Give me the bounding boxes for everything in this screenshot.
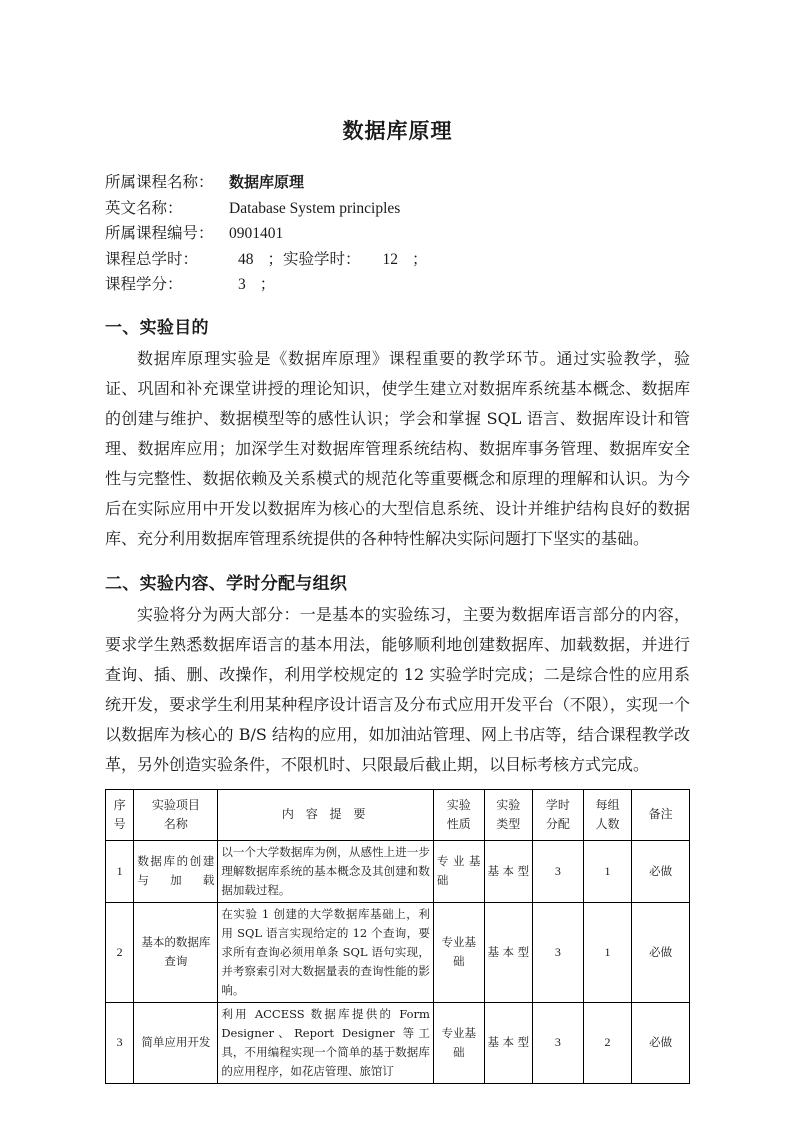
- table-header-hours: [533, 789, 584, 840]
- meta-label-course-name: 所属课程名称：: [105, 173, 214, 192]
- meta-row-credits: [105, 272, 690, 298]
- cell-hours: 3: [533, 840, 584, 902]
- cell-content: 以一个大学数据库为例，从感性上进一步理解数据库系统的基本概念及其创建和数据加载过程。: [218, 840, 434, 902]
- table-header-name: [134, 789, 218, 840]
- cell-type: 基本型: [484, 902, 533, 1002]
- header-line-1: 实验项目: [151, 797, 200, 812]
- header-line-2: 性质: [446, 816, 471, 831]
- section-paragraph-content: 实验将分为两大部分：一是基本的实验练习，主要为数据库语言部分的内容，要求学生熟悉数据库语言的基本用法，能够顺利地创建数据库、加载数据，并进行查询、插、删、改操作，利用学校规定的 12 实验学时完成；二是综合性的应用系统开发，要求学生利用某种程序设计语言及分布式应用开发平台（不限），实现一个以数据库为核心的 B/S 结构的应用，如加油站管理、网上书店等，结合课程教学改革，另外创造实验条件，不限机时、只限最后截止期，以目标考核方式完成。: [105, 604, 690, 774]
- cell-hours: 3: [533, 1002, 584, 1083]
- meta-value-course-code: 0901401: [229, 225, 284, 243]
- cell-nature: 专业基础: [433, 840, 484, 902]
- header-line-2: 分配: [545, 816, 570, 831]
- meta-value-course-name: 数据库原理: [229, 173, 305, 192]
- cell-content: 在实验 1 创建的大学数据库基础上，利用 SQL 语言实现给定的 12 个查询，要求所有查询必须用单条 SQL 语句实现，并考察索引对大数据量表的查询性能的影响。: [218, 902, 434, 1002]
- section-heading-content: 二、实验内容、学时分配与组织: [105, 573, 348, 594]
- table-header-remark: [632, 789, 690, 840]
- meta-value-total-hours: 48: [238, 250, 254, 268]
- header-line-1: 每组: [595, 797, 620, 812]
- meta-sep-credits: ；: [259, 275, 276, 294]
- meta-label-english-name: 英文名称：: [105, 198, 183, 217]
- header-line-2: 人数: [595, 816, 620, 831]
- header-line-2: 名称: [163, 816, 188, 831]
- meta-label-credits: 课程学分：: [105, 275, 183, 294]
- cell-name: 简单应用开发: [134, 1002, 218, 1083]
- header-line-1: 实验: [446, 797, 471, 812]
- cell-remark: 必做: [632, 902, 690, 1002]
- cell-name: 数据库的创建与加载: [134, 840, 218, 902]
- table-header-no: [106, 789, 134, 840]
- course-metadata: [105, 170, 690, 298]
- cell-people: 1: [583, 902, 632, 1002]
- meta-row-english-name: [105, 196, 690, 222]
- experiment-table: [105, 789, 690, 1084]
- header-line-2: 号: [113, 816, 126, 831]
- table-row: [106, 840, 690, 902]
- meta-row-course-name: [105, 170, 690, 196]
- cell-no: 3: [106, 1002, 134, 1083]
- section-paragraph-objectives: 数据库原理实验是《数据库原理》课程重要的教学环节。通过实验教学，验证、巩固和补充课堂讲授的理论知识，使学生建立对数据库系统基本概念、数据库的创建与维护、数据模型等的感性认识；学会和掌握 SQL 语言、数据库设计和管理、数据库应用；加深学生对数据库管理系统结构、数据库事务管理、数据库安全性与完整性、数据依赖及关系模式的规范化等重要概念和原理的理解和认识。为今后在实际应用中开发以数据库为核心的大型信息系统、设计并维护结构良好的数据库、充分利用数据库管理系统提供的各种特性解决实际问题打下坚实的基础。: [105, 348, 690, 548]
- meta-label-course-code: 所属课程编号：: [105, 224, 214, 243]
- page-title: 数据库原理: [342, 119, 453, 143]
- meta-value-credits: 3: [238, 276, 246, 294]
- header-line-2: 类型: [496, 816, 521, 831]
- cell-no: 1: [106, 840, 134, 902]
- table-row: [106, 1002, 690, 1083]
- table-header-content: [218, 789, 434, 840]
- meta-label-lab-hours: 实验学时：: [283, 249, 361, 268]
- header-line-1: 序: [113, 797, 126, 812]
- cell-content: 利用 ACCESS 数据库提供的 Form Designer、Report Designer 等工具，不用编程实现一个简单的基于数据库的应用程序，如花店管理、旅馆订: [218, 1002, 434, 1083]
- table-header-nature: [433, 789, 484, 840]
- cell-people: 1: [583, 840, 632, 902]
- meta-sep-total-hours: ；: [267, 249, 284, 268]
- cell-name: 基本的数据库查询: [134, 902, 218, 1002]
- cell-type: 基本型: [484, 1002, 533, 1083]
- meta-label-total-hours: 课程总学时：: [105, 249, 199, 268]
- cell-type: 基本型: [484, 840, 533, 902]
- table-header-type: [484, 789, 533, 840]
- section-heading-objectives: 一、实验目的: [105, 317, 209, 338]
- header-line-1: 内 容 提 要: [281, 807, 370, 822]
- cell-nature: 专业基础: [433, 1002, 484, 1083]
- meta-sep-lab-hours: ；: [412, 249, 428, 268]
- header-line-1: 实验: [496, 797, 521, 812]
- header-line-1: 备注: [648, 807, 673, 822]
- table-row: [106, 902, 690, 1002]
- page-content: [105, 0, 690, 1084]
- meta-value-lab-hours: 12: [382, 250, 399, 268]
- cell-remark: 必做: [632, 1002, 690, 1083]
- cell-remark: 必做: [632, 840, 690, 902]
- meta-row-total-hours: [105, 247, 690, 273]
- cell-no: 2: [106, 902, 134, 1002]
- cell-nature: 专业基础: [433, 902, 484, 1002]
- cell-people: 2: [583, 1002, 632, 1083]
- meta-value-english-name: Database System principles: [229, 199, 401, 217]
- cell-hours: 3: [533, 902, 584, 1002]
- meta-row-course-code: [105, 221, 690, 247]
- table-header-row: [106, 789, 690, 840]
- header-line-1: 学时: [545, 797, 570, 812]
- table-header-people: [583, 789, 632, 840]
